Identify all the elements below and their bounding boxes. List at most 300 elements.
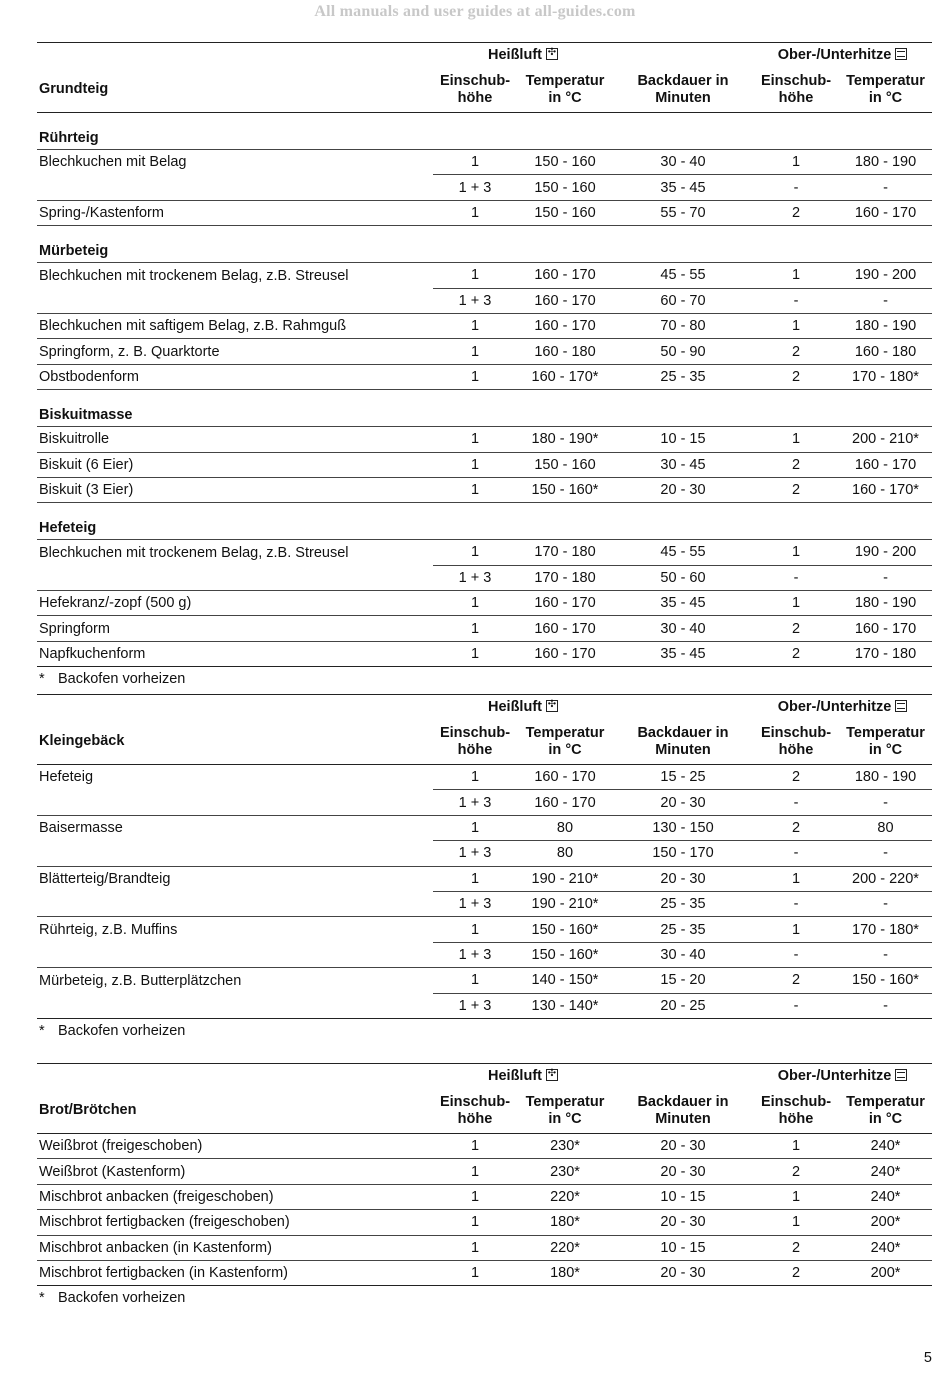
- footnote-marker: *: [39, 671, 45, 688]
- backdauer-cell: 70 - 80: [613, 313, 753, 338]
- backdauer-header: [613, 67, 753, 113]
- temperatur-ober-unterhitze-cell: 160 - 180: [839, 339, 932, 364]
- backdauer-cell: 20 - 30: [613, 1159, 753, 1184]
- row-label: Mischbrot fertigbacken (freigeschoben): [37, 1210, 433, 1235]
- temperatur-heissluft-cell: 130 - 140*: [517, 993, 613, 1018]
- header-line: Temperatur: [846, 72, 925, 89]
- row-label: Blechkuchen mit trockenem Belag, z.B. Streusel: [39, 544, 349, 561]
- row-label: [37, 175, 433, 200]
- backdauer-cell: 130 - 150: [613, 815, 753, 840]
- ober-unterhitze-header: [753, 1064, 932, 1089]
- backdauer-cell: 10 - 15: [613, 1184, 753, 1209]
- einschub-ober-unterhitze-cell: 1: [753, 1210, 839, 1235]
- temperatur-header: [517, 67, 613, 113]
- einschub-header: [433, 67, 517, 113]
- temperatur-heissluft-cell: 230*: [517, 1159, 613, 1184]
- section-heading: [37, 113, 932, 150]
- backdauer-cell: 30 - 40: [613, 616, 753, 641]
- watermark: All manuals and user guides at all-guides.com: [314, 3, 636, 20]
- header-line: Temperatur: [525, 724, 605, 741]
- row-label: [37, 790, 433, 815]
- temperatur-heissluft-cell: 160 - 170: [517, 765, 613, 790]
- baking-table-brot: [37, 1063, 932, 1308]
- einschub-heissluft-cell: 1: [433, 968, 517, 993]
- row-label: Hefekranz/-zopf (500 g): [37, 591, 433, 616]
- temperatur-ober-unterhitze-cell: -: [839, 841, 932, 866]
- table-title: Brot/Brötchen: [37, 1088, 433, 1134]
- temperatur-ober-unterhitze-cell: -: [839, 288, 932, 313]
- temperatur-header: [839, 719, 932, 765]
- page-number: 5: [923, 1350, 932, 1366]
- temperatur-ober-unterhitze-cell: -: [839, 790, 932, 815]
- backdauer-cell: 20 - 30: [613, 1260, 753, 1285]
- table-row: [37, 150, 932, 175]
- table-row: [37, 765, 932, 790]
- ober-unterhitze-header: [753, 43, 932, 68]
- einschub-heissluft-cell: 1: [433, 1184, 517, 1209]
- row-label: Mürbeteig, z.B. Butterplätzchen: [39, 972, 242, 989]
- footnote-text: Backofen vorheizen: [58, 1290, 186, 1307]
- row-label: Blechkuchen mit Belag: [39, 154, 187, 171]
- header-line: in °C: [868, 1110, 903, 1127]
- row-label: [37, 891, 433, 916]
- temperatur-header: [839, 67, 932, 113]
- einschub-ober-unterhitze-cell: 1: [753, 917, 839, 942]
- backdauer-cell: 50 - 90: [613, 339, 753, 364]
- backdauer-cell: 35 - 45: [613, 591, 753, 616]
- einschub-ober-unterhitze-cell: 2: [753, 1235, 839, 1260]
- backdauer-cell: 20 - 30: [613, 1134, 753, 1159]
- table-row: [37, 1235, 932, 1260]
- temperatur-heissluft-cell: 150 - 160*: [517, 942, 613, 967]
- temperatur-heissluft-cell: 80: [517, 841, 613, 866]
- backdauer-cell: 30 - 40: [613, 942, 753, 967]
- einschub-header: [753, 719, 839, 765]
- temperatur-ober-unterhitze-cell: 170 - 180: [839, 641, 932, 666]
- heissluft-header: [433, 43, 613, 68]
- row-label: Napfkuchenform: [37, 641, 433, 666]
- section-heading: [37, 390, 932, 427]
- einschub-ober-unterhitze-cell: -: [753, 841, 839, 866]
- header-line: Temperatur: [525, 72, 605, 89]
- temperatur-header: [517, 719, 613, 765]
- temperatur-heissluft-cell: 230*: [517, 1134, 613, 1159]
- einschub-header: [433, 719, 517, 765]
- header-line: Einschub-: [439, 1093, 511, 1110]
- footnote-text: Backofen vorheizen: [58, 671, 186, 688]
- temperatur-heissluft-cell: 160 - 170: [517, 790, 613, 815]
- temperatur-ober-unterhitze-cell: -: [839, 891, 932, 916]
- einschub-ober-unterhitze-cell: 2: [753, 200, 839, 225]
- temperatur-heissluft-cell: 150 - 160: [517, 200, 613, 225]
- temperatur-heissluft-cell: 160 - 170: [517, 263, 613, 288]
- einschub-heissluft-cell: 1: [433, 477, 517, 502]
- table-row: [37, 364, 932, 389]
- table-row: [37, 1134, 932, 1159]
- temperatur-ober-unterhitze-cell: 160 - 170: [839, 616, 932, 641]
- temperatur-heissluft-cell: 160 - 180: [517, 339, 613, 364]
- header-line: höhe: [778, 1110, 814, 1127]
- einschub-ober-unterhitze-cell: 1: [753, 1134, 839, 1159]
- einschub-ober-unterhitze-cell: -: [753, 993, 839, 1018]
- table-row: [37, 313, 932, 338]
- footnote-marker: *: [39, 1290, 45, 1307]
- header-line: Temperatur: [846, 724, 925, 741]
- row-label: Biskuit (6 Eier): [37, 452, 433, 477]
- header-line: höhe: [778, 741, 814, 758]
- einschub-heissluft-cell: 1 + 3: [433, 993, 517, 1018]
- einschub-ober-unterhitze-cell: 1: [753, 866, 839, 891]
- header-line: Einschub-: [760, 72, 832, 89]
- header-line: in °C: [868, 741, 903, 758]
- baking-table: [37, 694, 932, 1019]
- einschub-ober-unterhitze-cell: 2: [753, 452, 839, 477]
- einschub-ober-unterhitze-cell: -: [753, 288, 839, 313]
- einschub-ober-unterhitze-cell: -: [753, 175, 839, 200]
- table-row: [37, 200, 932, 225]
- einschub-heissluft-cell: 1 + 3: [433, 891, 517, 916]
- einschub-ober-unterhitze-cell: 1: [753, 150, 839, 175]
- header-line: in °C: [548, 1110, 582, 1127]
- baking-table: [37, 42, 932, 667]
- row-label: Blätterteig/Brandteig: [39, 871, 171, 887]
- header-line: in °C: [868, 89, 903, 106]
- einschub-ober-unterhitze-cell: 1: [753, 263, 839, 288]
- header-line: Temperatur: [525, 1093, 605, 1110]
- temperatur-ober-unterhitze-cell: 180 - 190: [839, 591, 932, 616]
- footnote: [37, 1021, 932, 1041]
- backdauer-header: [613, 1088, 753, 1134]
- row-label: Baisermasse: [39, 820, 123, 837]
- einschub-ober-unterhitze-cell: 2: [753, 765, 839, 790]
- temperatur-ober-unterhitze-cell: 240*: [839, 1159, 932, 1184]
- backdauer-cell: 20 - 30: [613, 1210, 753, 1235]
- einschub-ober-unterhitze-cell: 1: [753, 427, 839, 452]
- einschub-heissluft-cell: 1 + 3: [433, 565, 517, 590]
- temperatur-ober-unterhitze-cell: 200*: [839, 1260, 932, 1285]
- backdauer-cell: 55 - 70: [613, 200, 753, 225]
- header-line: Minuten: [655, 741, 711, 758]
- table-row: [37, 288, 932, 313]
- einschub-ober-unterhitze-cell: -: [753, 565, 839, 590]
- table-row: [37, 790, 932, 815]
- temperatur-heissluft-cell: 160 - 170: [517, 591, 613, 616]
- einschub-ober-unterhitze-cell: 2: [753, 616, 839, 641]
- temperatur-ober-unterhitze-cell: -: [839, 942, 932, 967]
- table-row: [37, 641, 932, 666]
- einschub-heissluft-cell: 1: [433, 263, 517, 288]
- table-row: [37, 1184, 932, 1209]
- header-line: Temperatur: [846, 1093, 925, 1110]
- einschub-header: [753, 1088, 839, 1134]
- footnote: [37, 669, 932, 689]
- temperatur-ober-unterhitze-cell: 180 - 190: [839, 150, 932, 175]
- einschub-heissluft-cell: 1: [433, 540, 517, 565]
- table-row: [37, 477, 932, 502]
- table-row: [37, 591, 932, 616]
- row-label: Mischbrot anbacken (freigeschoben): [37, 1184, 433, 1209]
- table-row: [37, 968, 932, 993]
- header-line: Backdauer in: [637, 1093, 729, 1110]
- heissluft-label: Heißluft: [488, 1068, 542, 1084]
- backdauer-cell: 20 - 25: [613, 993, 753, 1018]
- einschub-ober-unterhitze-cell: -: [753, 942, 839, 967]
- table-row: [37, 917, 932, 942]
- header-line: höhe: [778, 89, 814, 106]
- table-row: [37, 175, 932, 200]
- temperatur-ober-unterhitze-cell: -: [839, 993, 932, 1018]
- backdauer-cell: 35 - 45: [613, 175, 753, 200]
- einschub-header: [753, 67, 839, 113]
- temperatur-ober-unterhitze-cell: 160 - 170: [839, 452, 932, 477]
- einschub-heissluft-cell: 1: [433, 313, 517, 338]
- section-title: Mürbeteig: [37, 226, 932, 263]
- einschub-ober-unterhitze-cell: -: [753, 790, 839, 815]
- header-line: in °C: [548, 741, 582, 758]
- row-label: Blechkuchen mit saftigem Belag, z.B. Rahmguß: [37, 313, 433, 338]
- backdauer-cell: 20 - 30: [613, 477, 753, 502]
- einschub-ober-unterhitze-cell: 1: [753, 313, 839, 338]
- temperatur-heissluft-cell: 150 - 160: [517, 150, 613, 175]
- einschub-heissluft-cell: 1 + 3: [433, 790, 517, 815]
- header-line: höhe: [457, 1110, 493, 1127]
- temperatur-ober-unterhitze-cell: 170 - 180*: [839, 364, 932, 389]
- row-label: Biskuitrolle: [37, 427, 433, 452]
- temperatur-ober-unterhitze-cell: 80: [839, 815, 932, 840]
- einschub-ober-unterhitze-cell: 2: [753, 1260, 839, 1285]
- einschub-heissluft-cell: 1: [433, 150, 517, 175]
- einschub-heissluft-cell: 1: [433, 866, 517, 891]
- section-title: Hefeteig: [37, 503, 932, 540]
- fan-icon: [546, 700, 558, 712]
- einschub-heissluft-cell: 1: [433, 591, 517, 616]
- header-line: Minuten: [655, 1110, 711, 1127]
- ober-unterhitze-header: [753, 695, 932, 720]
- einschub-heissluft-cell: 1: [433, 616, 517, 641]
- row-label: [37, 841, 433, 866]
- temperatur-heissluft-cell: 160 - 170: [517, 616, 613, 641]
- temperatur-ober-unterhitze-cell: 190 - 200: [839, 263, 932, 288]
- row-label: Rührteig, z.B. Muffins: [39, 921, 178, 938]
- header-line: Einschub-: [760, 1093, 832, 1110]
- einschub-heissluft-cell: 1: [433, 815, 517, 840]
- temperatur-ober-unterhitze-cell: -: [839, 175, 932, 200]
- einschub-heissluft-cell: 1: [433, 339, 517, 364]
- row-label: Weißbrot (Kastenform): [37, 1159, 433, 1184]
- einschub-ober-unterhitze-cell: 1: [753, 591, 839, 616]
- table-row: [37, 616, 932, 641]
- table-row: [37, 866, 932, 891]
- header-line: Backdauer in: [637, 724, 729, 741]
- einschub-heissluft-cell: 1: [433, 452, 517, 477]
- row-label: Biskuit (3 Eier): [37, 477, 433, 502]
- row-label: Weißbrot (freigeschoben): [37, 1134, 433, 1159]
- temperatur-heissluft-cell: 190 - 210*: [517, 866, 613, 891]
- table-title: Grundteig: [37, 67, 433, 113]
- einschub-ober-unterhitze-cell: 2: [753, 477, 839, 502]
- temperatur-heissluft-cell: 220*: [517, 1184, 613, 1209]
- backdauer-header: [613, 719, 753, 765]
- einschub-heissluft-cell: 1: [433, 1134, 517, 1159]
- temperatur-heissluft-cell: 170 - 180: [517, 540, 613, 565]
- einschub-header: [433, 1088, 517, 1134]
- header-line: höhe: [457, 741, 493, 758]
- einschub-ober-unterhitze-cell: 2: [753, 968, 839, 993]
- einschub-heissluft-cell: 1: [433, 1235, 517, 1260]
- table-row: [37, 891, 932, 916]
- backdauer-cell: 35 - 45: [613, 641, 753, 666]
- temperatur-heissluft-cell: 160 - 170: [517, 641, 613, 666]
- temperatur-ober-unterhitze-cell: 200 - 220*: [839, 866, 932, 891]
- table-title: Kleingebäck: [37, 719, 433, 765]
- temperatur-ober-unterhitze-cell: -: [839, 565, 932, 590]
- row-label: Spring-/Kastenform: [37, 200, 433, 225]
- temperatur-heissluft-cell: 180*: [517, 1210, 613, 1235]
- temperatur-ober-unterhitze-cell: 180 - 190: [839, 765, 932, 790]
- table-row: [37, 452, 932, 477]
- baking-table-grundteig: [37, 42, 932, 689]
- einschub-heissluft-cell: 1: [433, 765, 517, 790]
- backdauer-cell: 25 - 35: [613, 891, 753, 916]
- table-row: [37, 1260, 932, 1285]
- backdauer-cell: 10 - 15: [613, 1235, 753, 1260]
- einschub-heissluft-cell: 1: [433, 917, 517, 942]
- top-bottom-heat-icon: [895, 48, 907, 60]
- row-label: Blechkuchen mit trockenem Belag, z.B. Streusel: [39, 267, 349, 284]
- header-line: Einschub-: [439, 724, 511, 741]
- einschub-ober-unterhitze-cell: 2: [753, 339, 839, 364]
- row-label: Hefeteig: [39, 769, 94, 786]
- section-heading: [37, 226, 932, 263]
- einschub-ober-unterhitze-cell: -: [753, 891, 839, 916]
- table-row: [37, 841, 932, 866]
- table-row: [37, 815, 932, 840]
- top-bottom-heat-icon: [895, 700, 907, 712]
- einschub-heissluft-cell: 1: [433, 1260, 517, 1285]
- row-label: Mischbrot fertigbacken (in Kastenform): [37, 1260, 433, 1285]
- einschub-heissluft-cell: 1: [433, 427, 517, 452]
- backdauer-cell: 45 - 55: [613, 263, 753, 288]
- einschub-ober-unterhitze-cell: 1: [753, 540, 839, 565]
- temperatur-ober-unterhitze-cell: 200*: [839, 1210, 932, 1235]
- temperatur-heissluft-cell: 220*: [517, 1235, 613, 1260]
- temperatur-ober-unterhitze-cell: 240*: [839, 1184, 932, 1209]
- heissluft-header: [433, 1064, 613, 1089]
- backdauer-cell: 10 - 15: [613, 427, 753, 452]
- table-row: [37, 565, 932, 590]
- heissluft-label: Heißluft: [488, 699, 542, 715]
- einschub-ober-unterhitze-cell: 2: [753, 1159, 839, 1184]
- temperatur-heissluft-cell: 80: [517, 815, 613, 840]
- einschub-heissluft-cell: 1 + 3: [433, 175, 517, 200]
- einschub-heissluft-cell: 1 + 3: [433, 841, 517, 866]
- temperatur-header: [839, 1088, 932, 1134]
- fan-icon: [546, 1069, 558, 1081]
- row-label: Mischbrot anbacken (in Kastenform): [37, 1235, 433, 1260]
- table-row: [37, 1210, 932, 1235]
- einschub-heissluft-cell: 1: [433, 200, 517, 225]
- baking-table-kleingebaeck: [37, 694, 932, 1041]
- heissluft-label: Heißluft: [488, 47, 542, 63]
- header-line: Einschub-: [439, 72, 511, 89]
- temperatur-heissluft-cell: 160 - 170: [517, 313, 613, 338]
- temperatur-heissluft-cell: 160 - 170*: [517, 364, 613, 389]
- einschub-heissluft-cell: 1: [433, 364, 517, 389]
- row-label: [37, 565, 433, 590]
- temperatur-ober-unterhitze-cell: 200 - 210*: [839, 427, 932, 452]
- header-line: in °C: [548, 89, 582, 106]
- temperatur-heissluft-cell: 150 - 160: [517, 452, 613, 477]
- temperatur-heissluft-cell: 190 - 210*: [517, 891, 613, 916]
- top-bottom-heat-icon: [895, 1069, 907, 1081]
- backdauer-cell: 150 - 170: [613, 841, 753, 866]
- footnote-marker: *: [39, 1022, 45, 1039]
- einschub-ober-unterhitze-cell: 1: [753, 1184, 839, 1209]
- einschub-ober-unterhitze-cell: 2: [753, 364, 839, 389]
- ober-unterhitze-label: Ober-/Unterhitze: [777, 699, 892, 715]
- temperatur-heissluft-cell: 170 - 180: [517, 565, 613, 590]
- temperatur-heissluft-cell: 160 - 170: [517, 288, 613, 313]
- backdauer-cell: 60 - 70: [613, 288, 753, 313]
- backdauer-cell: 30 - 45: [613, 452, 753, 477]
- temperatur-header: [517, 1088, 613, 1134]
- backdauer-cell: 20 - 30: [613, 866, 753, 891]
- row-label: [37, 993, 433, 1018]
- temperatur-heissluft-cell: 180 - 190*: [517, 427, 613, 452]
- backdauer-cell: 20 - 30: [613, 790, 753, 815]
- table-row: [37, 1159, 932, 1184]
- temperatur-ober-unterhitze-cell: 240*: [839, 1134, 932, 1159]
- backdauer-cell: 25 - 35: [613, 917, 753, 942]
- footnote-text: Backofen vorheizen: [58, 1022, 186, 1039]
- temperatur-ober-unterhitze-cell: 240*: [839, 1235, 932, 1260]
- section-title: Rührteig: [37, 113, 932, 150]
- ober-unterhitze-label: Ober-/Unterhitze: [777, 1068, 892, 1084]
- section-heading: [37, 503, 932, 540]
- footnote: [37, 1288, 932, 1308]
- temperatur-heissluft-cell: 150 - 160*: [517, 917, 613, 942]
- table-row: [37, 427, 932, 452]
- row-label: Springform, z. B. Quarktorte: [37, 339, 433, 364]
- table-row: [37, 540, 932, 565]
- einschub-heissluft-cell: 1 + 3: [433, 288, 517, 313]
- header-line: Minuten: [655, 89, 711, 106]
- table-row: [37, 993, 932, 1018]
- einschub-heissluft-cell: 1 + 3: [433, 942, 517, 967]
- header-line: höhe: [457, 89, 493, 106]
- backdauer-cell: 45 - 55: [613, 540, 753, 565]
- temperatur-heissluft-cell: 150 - 160*: [517, 477, 613, 502]
- header-line: Backdauer in: [637, 72, 729, 89]
- temperatur-ober-unterhitze-cell: 170 - 180*: [839, 917, 932, 942]
- einschub-ober-unterhitze-cell: 2: [753, 815, 839, 840]
- row-label: [37, 288, 433, 313]
- fan-icon: [546, 48, 558, 60]
- table-row: [37, 942, 932, 967]
- table-row: [37, 263, 932, 288]
- einschub-heissluft-cell: 1: [433, 1159, 517, 1184]
- temperatur-heissluft-cell: 180*: [517, 1260, 613, 1285]
- temperatur-heissluft-cell: 150 - 160: [517, 175, 613, 200]
- temperatur-ober-unterhitze-cell: 190 - 200: [839, 540, 932, 565]
- temperatur-heissluft-cell: 140 - 150*: [517, 968, 613, 993]
- row-label: [37, 942, 433, 967]
- einschub-heissluft-cell: 1: [433, 641, 517, 666]
- backdauer-cell: 30 - 40: [613, 150, 753, 175]
- temperatur-ober-unterhitze-cell: 160 - 170: [839, 200, 932, 225]
- backdauer-cell: 25 - 35: [613, 364, 753, 389]
- heissluft-header: [433, 695, 613, 720]
